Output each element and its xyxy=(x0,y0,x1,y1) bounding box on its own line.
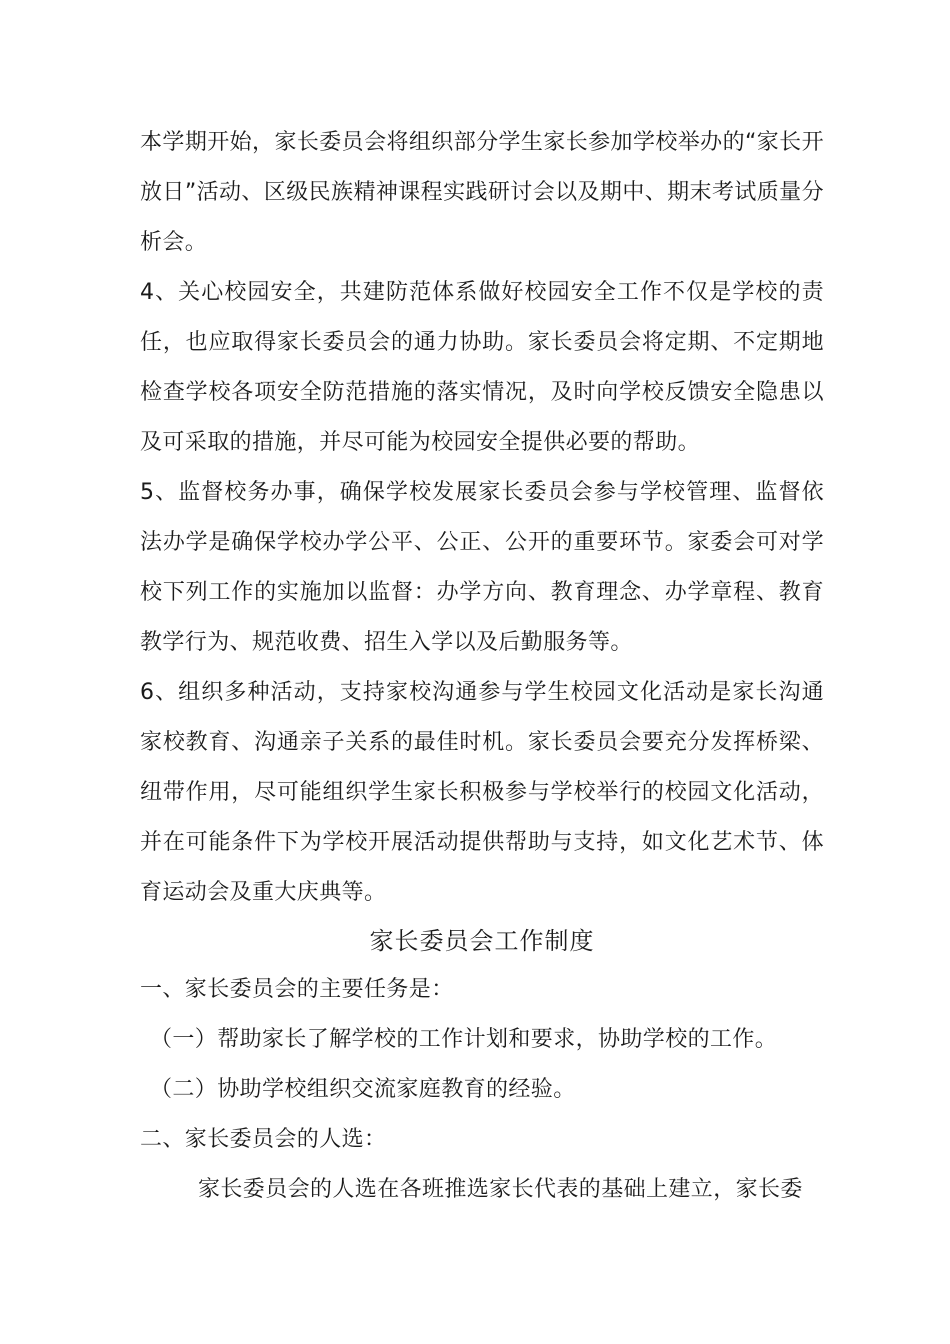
paragraph-activities: 6、组织多种活动，支持家校沟通参与学生校园文化活动是家长沟通家校教育、沟通亲子关系的最佳时机。家长委员会要充分发挥桥梁、纽带作用，尽可能组织学生家长积极参与学校举行的校园文化活动，并在可能条件下为学校开展活动提供帮助与支持，如文化艺术节、体育运动会及重大庆典等。 xyxy=(140,680,824,905)
section2-body: 家长委员会的人选在各班推选家长代表的基础上建立，家长委 xyxy=(198,1177,803,1202)
paragraph-open-day: 本学期开始，家长委员会将组织部分学生家长参加学校举办的“家长开放日”活动、区级民族精神课程实践研讨会以及期中、期末考试质量分析会。 xyxy=(140,130,824,255)
section1-item: （二）协助学校组织交流家庭教育的经验。 xyxy=(150,1077,576,1102)
paragraph-campus-safety: 4、关心校园安全，共建防范体系做好校园安全工作不仅是学校的责任，也应取得家长委员会的通力协助。家长委员会将定期、不定期地检查学校各项安全防范措施的落实情况，及时向学校反馈安全隐患以及可采取的措施，并尽可能为校园安全提供必要的帮助。 xyxy=(140,280,824,455)
paragraph-supervision: 5、监督校务办事，确保学校发展家长委员会参与学校管理、监督依法办学是确保学校办学公平、公正、公开的重要环节。家委会可对学校下列工作的实施加以监督：办学方向、教育理念、办学章程、教育教学行为、规范收费、招生入学以及后勤服务等。 xyxy=(140,480,824,655)
section2-heading: 二、家长委员会的人选： xyxy=(140,1127,387,1152)
section1-heading: 一、家长委员会的主要任务是： xyxy=(140,977,454,1002)
section1-item: （一）帮助家长了解学校的工作计划和要求，协助学校的工作。 xyxy=(150,1027,778,1052)
section-title: 家长委员会工作制度 xyxy=(369,927,595,955)
document-page xyxy=(140,118,824,1215)
